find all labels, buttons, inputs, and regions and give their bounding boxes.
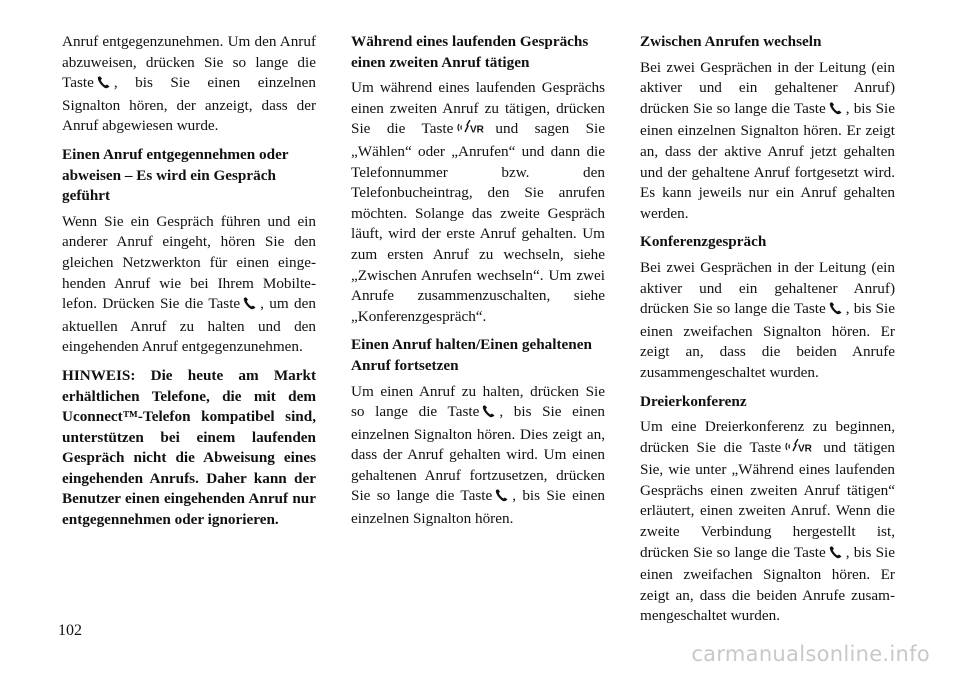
paragraph [351, 78, 605, 327]
phone-icon [495, 488, 509, 509]
phone-icon [829, 101, 843, 122]
phone-icon [482, 404, 496, 425]
text: und sagen Sie „Wählen“ oder „Anrufen“ und dann die Telefonnummer bzw. den Telefonbucheintrag, den Sie anrufen möchten. Solange das zweite Gespräch läuft, wird der erste Anruf gehalten. Um zum ersten Anruf zu wechseln, siehe „Zwischen Anrufen wechseln“. Um zwei Anrufe zusammenzuschalten, siehe „Konferenzgespräch“. [351, 120, 605, 325]
svg-text:VR: VR [798, 443, 813, 454]
section-heading: Konferenzgespräch [640, 233, 767, 251]
paragraph [62, 212, 316, 358]
watermark: carmanualsonline.info [691, 642, 930, 666]
paragraph [640, 58, 895, 225]
phone-icon [97, 75, 111, 96]
column-right [640, 32, 895, 635]
voice-recognition-icon [456, 120, 492, 142]
section-heading: Einen Anruf halten/Einen gehaltenen Anruf fortsetzen [351, 336, 592, 374]
phone-icon [829, 545, 843, 566]
text: , bis Sie einen zweifachen Signalton hören. Er zeigt an, dass die beiden Anrufe zusammengeschaltet wurden. [640, 543, 895, 625]
text: Bei zwei Gesprächen in der Leitung (ein aktiver und ein gehaltener Anruf) drücken Sie so lange die Taste [640, 258, 895, 318]
page-number: 102 [58, 622, 82, 639]
section-heading: Während eines laufenden Gesprächs einen zweiten Anruf tätigen [351, 33, 589, 71]
phone-icon [243, 296, 257, 317]
text: , bis Sie einen einzelnen Signalton hören. Er zeigt an, dass der aktive Anruf jetzt gehalten und der gehaltene Anruf fortgesetzt wird. Es kann jeweils nur ein Anruf gehalten werden. [640, 99, 895, 222]
text: und tätigen Sie, wie unter „Während eines laufenden Gesprächs einen zweiten Anruf tätigen“ erläutert, einen zweiten Anruf. Wenn die zweite Verbindung hergestellt ist, drücken Sie so lange die Taste [640, 438, 896, 561]
column-left [62, 32, 316, 539]
text: Bei zwei Gesprächen in der Leitung (ein aktiver und ein gehaltener Anruf) drücken Sie so lange die Taste [640, 58, 895, 117]
text: Um während eines laufenden Gesprächs einen zweiten Anruf zu tätigen, drücken Sie die Taste [351, 79, 605, 138]
section-heading: Dreierkonferenz [640, 392, 747, 410]
svg-text:VR: VR [470, 124, 485, 136]
text: , bis Sie einen einzelnen Signalton hören, der anzeigt, dass der Anruf abgewiesen wurde. [62, 74, 316, 135]
section-heading: Einen Anruf entgegennehmen oder abweisen – Es wird ein Gespräch geführt [62, 145, 289, 205]
note-paragraph: HINWEIS: Die heute am Markt erhältlichen Telefone, die mit dem Uconnect™-Telefon kompatibel sind, unterstützen bei einem laufenden Gespräch nicht die Abweisung eines eingehenden Anrufs. Daher kann der Benutzer einen eingehenden Anruf nur entgegennehmen oder ignorieren. [62, 366, 316, 529]
text: Wenn Sie ein Gespräch führen und ein anderer Anruf eingeht, hören Sie den gleichen Netzwerkton für einen eingehenden Anruf wie bei Ihrem Mobiltelefon. Drücken Sie die Taste [62, 212, 316, 313]
column-middle [351, 32, 605, 538]
paragraph [640, 417, 895, 627]
text: , bis Sie einen zweifachen Signalton hören. Er zeigt an, dass die beiden Anrufe zusammengeschaltet wurden. [640, 300, 895, 381]
paragraph [62, 32, 316, 137]
text: Um eine Dreierkonferenz zu beginnen, drücken Sie die Taste [640, 418, 895, 456]
text: Anruf entgegenzunehmen. Um den Anruf abzuweisen, drücken Sie so lange die Taste [62, 33, 316, 92]
text: , bis Sie einen einzelnen Signalton hören. Dies zeigt an, dass der Anruf gehalten wird. Um einen gehaltenen Anruf fortzusetzen, drücken Sie so lange die Taste [351, 403, 605, 505]
text: Um einen Anruf zu halten, drücken Sie so lange die Taste [351, 382, 605, 421]
voice-recognition-icon [784, 439, 820, 461]
text: , bis Sie einen einzelnen Signalton hören. [351, 487, 605, 528]
paragraph [351, 382, 605, 530]
phone-icon [829, 301, 843, 322]
text: , um den aktuellen Anruf zu halten und den eingehenden Anruf entgegenzunehmen. [62, 295, 316, 356]
section-heading: Zwischen Anrufen wechseln [640, 33, 822, 50]
paragraph [640, 258, 895, 384]
